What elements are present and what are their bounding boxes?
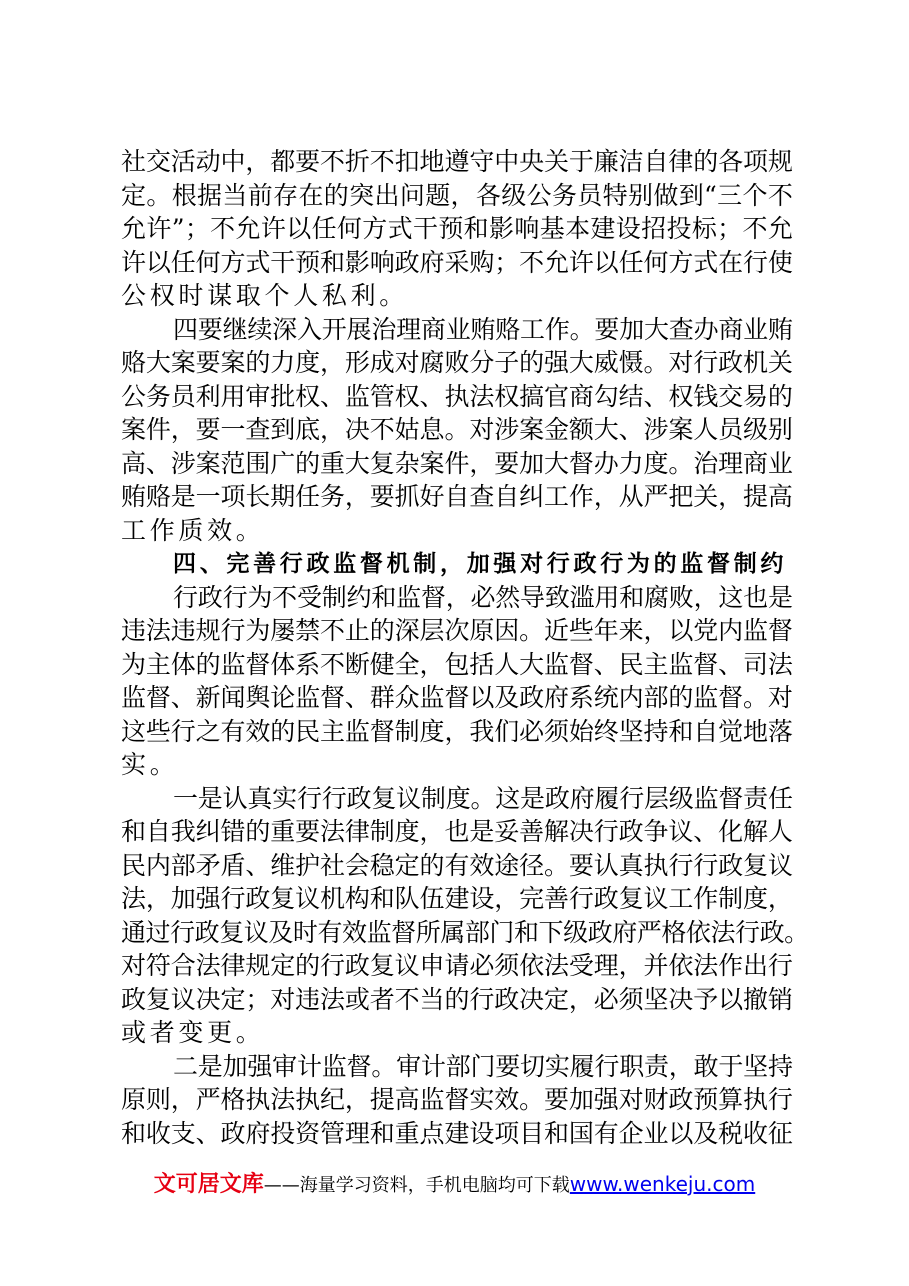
paragraph-line: 为主体的监督体系不断健全，包括人大监督、民主监督、司法 — [121, 650, 793, 679]
paragraph-line: 通过行政复议及时有效监督所属部门和下级政府严格依法行政。 — [121, 918, 809, 947]
paragraph-line: 法，加强行政复议机构和队伍建设，完善行政复议工作制度， — [121, 884, 793, 913]
paragraph-line: 案件，要一查到底，决不姑息。对涉案金额大、涉案人员级别 — [121, 415, 793, 444]
paragraph-line: 和自我纠错的重要法律制度，也是妥善解决行政争议、化解人 — [121, 817, 793, 846]
footer-banner — [0, 1167, 909, 1201]
paragraph-line: 一是认真实行行政复议制度。这是政府履行层级监督责任 — [173, 784, 793, 813]
paragraph-line: 政复议决定；对违法或者不当的行政决定，必须坚决予以撤销 — [121, 985, 793, 1014]
paragraph-line: 社交活动中，都要不折不扣地遵守中央关于廉洁自律的各项规 — [121, 147, 793, 176]
paragraph-line: 公权时谋取个人私利。 — [121, 281, 409, 310]
section-heading: 四、完善行政监督机制，加强对行政行为的监督制约 — [173, 551, 788, 577]
paragraph-line: 民内部矛盾、维护社会稳定的有效途径。要认真执行行政复议 — [121, 851, 793, 880]
paragraph-line: 行政行为不受制约和监督，必然导致滥用和腐败，这也是 — [173, 583, 793, 612]
paragraph-line: 贿赂是一项长期任务，要抓好自查自纠工作，从严把关，提高 — [121, 482, 793, 511]
paragraph-line: 工作质效。 — [121, 516, 265, 545]
paragraph-line: 定。根据当前存在的突出问题，各级公务员特别做到“三个不 — [121, 181, 794, 210]
paragraph-line: 四要继续深入开展治理商业贿赂工作。要加大查办商业贿 — [173, 315, 793, 344]
paragraph-line: 监督、新闻舆论监督、群众监督以及政府系统内部的监督。对 — [121, 683, 793, 712]
paragraph-line: 公务员利用审批权、监管权、执法权搞官商勾结、权钱交易的 — [121, 382, 793, 411]
paragraph-line: 违法违规行为屡禁不止的深层次原因。近些年来，以党内监督 — [121, 616, 793, 645]
paragraph-line: 或者变更。 — [121, 1018, 265, 1047]
paragraph-line: 这些行之有效的民主监督制度，我们必须始终坚持和自觉地落 — [121, 717, 793, 746]
paragraph-line: 高、涉案范围广的重大复杂案件，要加大督办力度。治理商业 — [121, 449, 793, 478]
footer-url-link[interactable]: www.wenkeju.com — [569, 1172, 756, 1196]
paragraph-line: 对符合法律规定的行政复议申请必须依法受理，并依法作出行 — [121, 951, 793, 980]
footer-brand: 文可居文库 — [153, 1172, 264, 1197]
paragraph-line: 许以任何方式干预和影响政府采购；不允许以任何方式在行使 — [121, 248, 793, 277]
paragraph-line: 赂大案要案的力度，形成对腐败分子的强大威慑。对行政机关 — [121, 348, 793, 377]
paragraph-line: 允许”；不允许以任何方式干预和影响基本建设招投标；不允 — [121, 214, 794, 243]
paragraph-line: 二是加强审计监督。审计部门要切实履行职责，敢于坚持 — [173, 1052, 793, 1081]
paragraph-line: 和收支、政府投资管理和重点建设项目和国有企业以及税收征 — [121, 1119, 793, 1148]
footer-tagline: ——海量学习资料，手机电脑均可下载 — [263, 1175, 570, 1196]
paragraph-line: 实。 — [121, 750, 179, 779]
paragraph-line: 原则，严格执法执纪，提高监督实效。要加强对财政预算执行 — [121, 1085, 793, 1114]
